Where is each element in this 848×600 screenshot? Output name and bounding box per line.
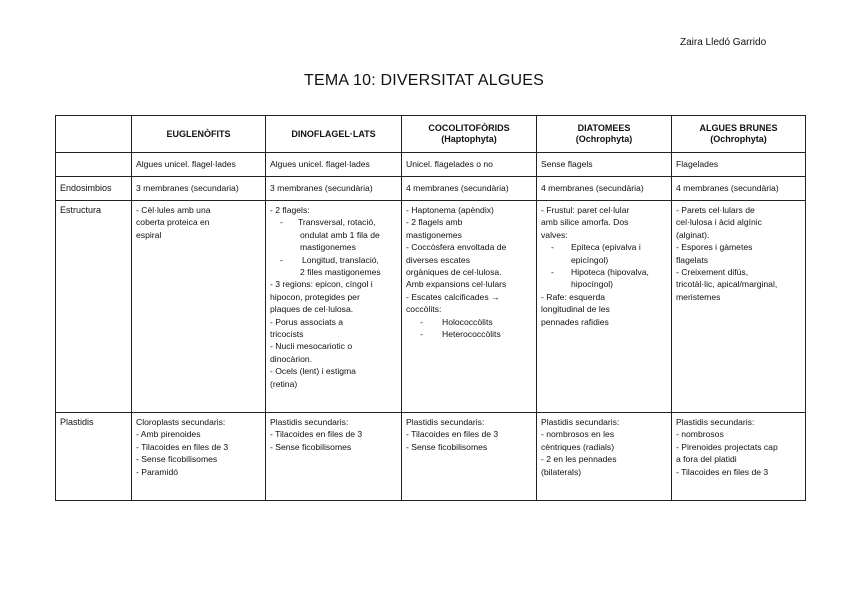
table-cell: 4 membranes (secundària) (537, 177, 672, 201)
col-header: EUGLENÒFITS (132, 116, 266, 153)
table-cell: 4 membranes (secundària) (672, 177, 806, 201)
table-cell: Algues unicel. flagel·lades (266, 153, 402, 177)
row-header-empty (56, 153, 132, 177)
algae-comparison-table (55, 115, 806, 501)
table-cell: 3 membranes (secundaria) (132, 177, 266, 201)
table-cell: Flagelades (672, 153, 806, 177)
flagel-row (56, 153, 806, 177)
table-cell: - Frustul: paret cel·lular amb silice amorfa. Dos valves: - Epiteca (epivalva i epicíngol) - Hipoteca (hipovalva, hipocíngol) - Rafe: esquerda longitudinal de les pennades rafidies (537, 201, 672, 413)
col-header: ALGUES BRUNES (Ochrophyta) (672, 116, 806, 153)
col-header: DINOFLAGEL·LATS (266, 116, 402, 153)
table-cell: 4 membranes (secundària) (402, 177, 537, 201)
table-cell: Plastidis secundaris: - Tilacoides en files de 3 - Sense ficobilisomes (266, 413, 402, 501)
header-row (56, 116, 806, 153)
table-cell: Algues unicel. flagel·lades (132, 153, 266, 177)
table-cell: - Parets cel·lulars de cel·lulosa i àcid algínic (alginat). - Espores i gàmetes flagelats - Creixement difús, tricotàl·lic, apical/marginal, meristemes (672, 201, 806, 413)
row-header: Endosimbios (56, 177, 132, 201)
col-header: DIATOMEES (Ochrophyta) (537, 116, 672, 153)
page-title: TEMA 10: DIVERSITAT ALGUES (304, 72, 544, 89)
table-cell: Sense flagels (537, 153, 672, 177)
plastidis-row (56, 413, 806, 501)
corner-cell (56, 116, 132, 153)
table-cell: Unicel. flagelades o no (402, 153, 537, 177)
col-header: COCOLITOFÒRIDS (Haptophyta) (402, 116, 537, 153)
table-cell: 3 membranes (secundària) (266, 177, 402, 201)
table-cell: Cloroplasts secundaris: - Amb pirenoides - Tilacoides en files de 3 - Sense ficobilisomes - Paramidó (132, 413, 266, 501)
endosimbios-row (56, 177, 806, 201)
row-header: Plastidis (56, 413, 132, 501)
table-cell: Plastidis secundaris: - nombrosos en les cèntriques (radials) - 2 en les pennades (bilaterals) (537, 413, 672, 501)
table-cell: Plastidis secundaris: - nombrosos - Pirenoides projectats cap a fora del platidi - Tilacoides en files de 3 (672, 413, 806, 501)
estructura-row (56, 201, 806, 413)
row-header: Estructura (56, 201, 132, 413)
table-cell: Plastidis secundaris: - Tilacoides en files de 3 - Sense ficobilisomes (402, 413, 537, 501)
table-cell: - 2 flagels: - Transversal, rotació, ondulat amb 1 fila de mastigonemes - Longitud, translació, 2 files mastigonemes - 3 regions: epicon, cíngol i hipocon, protegides per plaques de cel·lulosa. - Porus associats a tricocists - Nucli mesocariotic o dinocàrion. - Ocels (lent) i estigma (retina) (266, 201, 402, 413)
author-name: Zaira Lledó Garrido (680, 37, 767, 48)
table-cell: - Haptonema (apèndix) - 2 flagels amb mastigonemes - Coccòsfera envoltada de diverses escates orgàniques de cel·lulosa. Amb expansions cel·lulars - Escates calcificades → coccòlits: - Holococcòlits - Heterococcòlits (402, 201, 537, 413)
table-cell: - Cèl·lules amb una coberta proteica en espiral (132, 201, 266, 413)
